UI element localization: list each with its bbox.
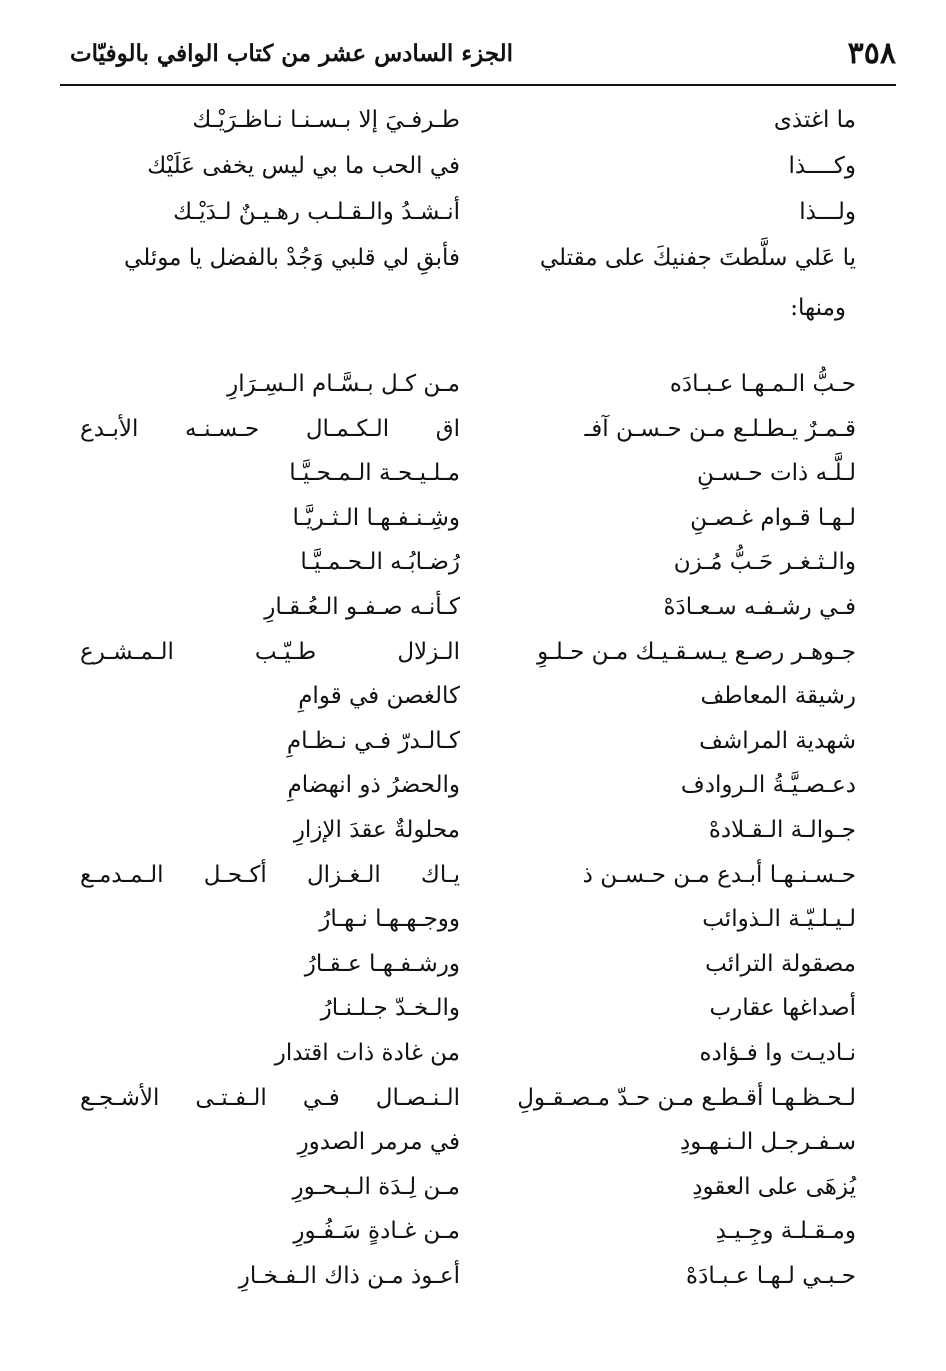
header-rule — [60, 84, 896, 86]
first-hemistich: لـهـا قـوام غـصـنِ — [690, 504, 856, 531]
first-hemistich: قـمـرٌ يـطـلـع مـن حـسـن آفـ — [584, 415, 856, 442]
verse-line — [0, 1167, 946, 1207]
second-hemistich: الـنـصـال فـي الـفـتـى الأشـجـع — [80, 1084, 460, 1111]
second-hemistich: في الحب ما بي ليس يخفى عَلَيْك — [147, 153, 460, 179]
second-hemistich: مـن كـل بـسَّـام الـسِـرَارِ — [227, 371, 460, 397]
second-hemistich: من غادة ذات اقتدار — [274, 1040, 460, 1066]
first-hemistich: جـوهـر رصـع يـسـقـيـك مـن حـلـوِ — [537, 638, 856, 665]
verse-line — [0, 1078, 946, 1118]
second-hemistich: مـلـيـحـة الـمـحـيَّـا — [289, 460, 460, 487]
verse-line — [0, 542, 946, 582]
second-hemistich: ووجـهـهـا نـهـارُ — [319, 906, 460, 933]
second-hemistich: والـخـدّ جـلـنـارُ — [320, 995, 460, 1022]
first-hemistich: حـبُّ الـمـهـا عـبـادَه — [669, 371, 856, 397]
second-hemistich: اق الـكـمـال حـسـنـه الأبـدع — [80, 415, 460, 442]
second-hemistich: يـاك الـغـزال أكـحـل الـمـدمـع — [80, 861, 460, 888]
verse-line — [0, 453, 946, 493]
verse-line — [0, 409, 946, 449]
second-hemistich: في مرمر الصدورِ — [297, 1129, 460, 1156]
first-hemistich: مصقولة الترائب — [705, 950, 856, 977]
verse-line — [0, 364, 946, 404]
verse-line — [0, 1211, 946, 1251]
second-hemistich: ورشـفـهـا عـقـارُ — [304, 950, 460, 977]
second-hemistich: مـن غـادةٍ سَـفُـورِ — [293, 1218, 460, 1245]
first-hemistich: فـي رشـفـه سـعـادَهْ — [663, 594, 856, 620]
verse-line — [0, 587, 946, 627]
first-hemistich: والـثـغـر حَـبُّ مُـزن — [673, 549, 856, 576]
page-number: ٣٥٨ — [847, 36, 896, 71]
first-hemistich: أصداغها عقارب — [709, 995, 856, 1022]
second-hemistich: كالغصن في قوامِ — [298, 683, 460, 710]
page-header — [60, 28, 896, 88]
second-hemistich: مـن لِـدَة الـبـحـورِ — [292, 1173, 460, 1200]
verse-line — [0, 988, 946, 1028]
verse-line — [0, 100, 946, 140]
first-hemistich: وكــــذا — [788, 153, 856, 179]
verse-line — [0, 632, 946, 672]
first-hemistich: رشيقة المعاطف — [700, 683, 856, 710]
first-hemistich: ما اغتذى — [773, 107, 856, 133]
first-hemistich: لـيـلـيّـة الـذوائب — [702, 906, 856, 933]
verse-line — [0, 899, 946, 939]
verse-line — [0, 855, 946, 895]
verse-line — [0, 1033, 946, 1073]
first-hemistich: ومـقـلـة وجِـيـدِ — [715, 1218, 856, 1245]
verse-line — [0, 944, 946, 984]
first-hemistich: يا عَلي سلَّطتَ جفنيكَ على مقتلي — [539, 245, 856, 271]
verse-line — [0, 676, 946, 716]
second-hemistich: أعـوذ مـن ذاك الـفـخـارِ — [238, 1263, 460, 1289]
first-hemistich: نـاديـت وا فـؤاده — [699, 1040, 856, 1066]
first-hemistich: لـحـظـهـا أقـطـع مـن حـدّ مـصـقـولِ — [517, 1084, 856, 1111]
verse-line — [0, 810, 946, 850]
first-hemistich: حـسـنـهـا أبـدع مـن حـسـن ذ — [582, 861, 856, 888]
second-hemistich: والحضرُ ذو انهضامِ — [287, 772, 460, 799]
first-hemistich: ولـــذا — [799, 199, 856, 225]
second-hemistich: كـالـدرّ فـي نـظـامِ — [286, 727, 460, 754]
second-hemistich: كـأنـه صـفـو الـعُـقـارِ — [264, 594, 460, 620]
verse-line — [0, 192, 946, 232]
second-hemistich: طـرفـيَ إلا بـسـنـا نـاظـرَيْـك — [192, 107, 460, 133]
first-hemistich: سـفـرجـل الـنـهـودِ — [679, 1129, 856, 1156]
first-hemistich: شهدية المراشف — [699, 727, 856, 754]
first-hemistich: حـبـي لـهـا عـبـادَهْ — [686, 1263, 856, 1289]
second-hemistich: الـزلال طـيّـب الـمـشـرع — [80, 638, 460, 665]
running-title: الجزء السادس عشر من كتاب الوافي بالوفيّات — [70, 40, 514, 67]
second-hemistich: وشِـنـفـهـا الـثـريَّـا — [292, 504, 460, 531]
section-intro: ومنها: — [790, 295, 846, 321]
second-hemistich: محلولةٌ عقدَ الإزارِ — [293, 817, 460, 843]
verse-line — [0, 146, 946, 186]
first-hemistich: لـلَّـه ذات حـسـنِ — [696, 460, 856, 487]
verse-line — [0, 1122, 946, 1162]
verse-line — [0, 765, 946, 805]
first-hemistich: جـوالـة الـقـلادهْ — [708, 817, 856, 843]
second-hemistich: فأبقِ لي قلبي وَجُدْ بالفضل يا موئلي — [124, 245, 460, 271]
second-hemistich: أنـشـدُ والـقـلـب رهـيـنٌ لـدَيْـك — [173, 199, 460, 225]
verse-line — [0, 238, 946, 278]
verse-line — [0, 1256, 946, 1296]
first-hemistich: دعـصـيَّـةُ الـروادف — [680, 772, 856, 799]
verse-line — [0, 721, 946, 761]
verse-line — [0, 498, 946, 538]
second-hemistich: رُضـابُـه الـحـمـيَّـا — [300, 549, 460, 576]
first-hemistich: يُزهَى على العقودِ — [692, 1173, 856, 1200]
